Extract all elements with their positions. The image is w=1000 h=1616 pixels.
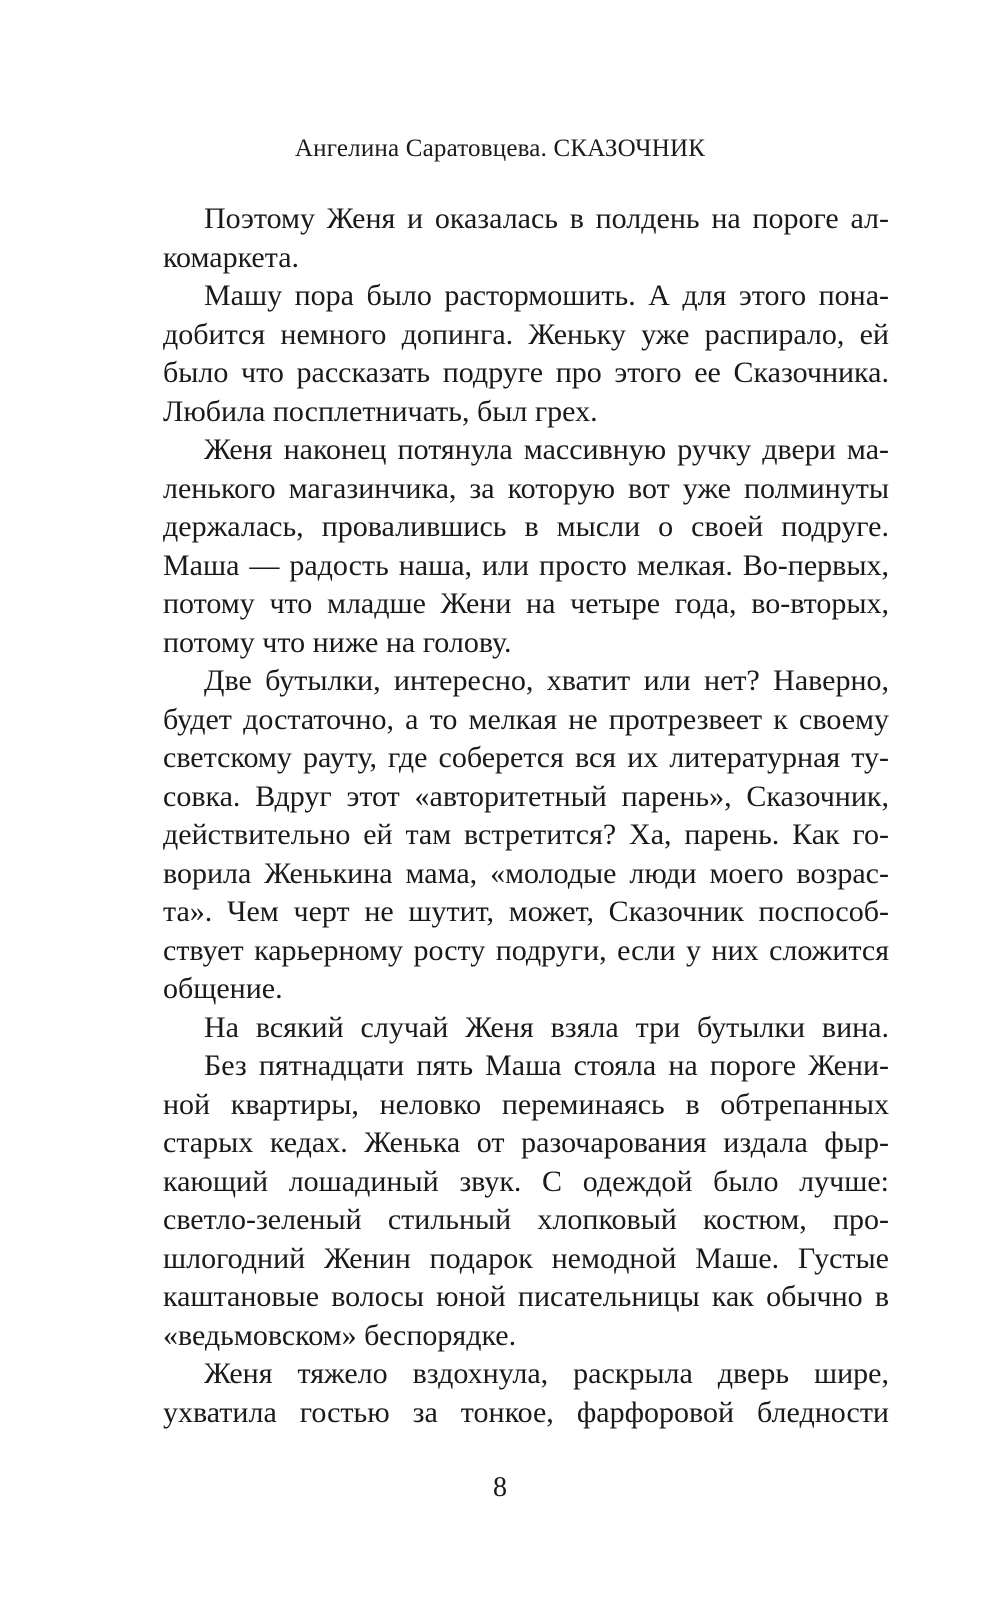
text-line: Две бутылки, интересно, хватит или нет? Наверно, <box>204 664 889 697</box>
paragraph-6 <box>163 1047 889 1355</box>
text-line: ствует карьерному росту подруги, если у них сложится <box>163 933 889 967</box>
text-line: каштановые волосы юной писательницы как обычно в <box>163 1280 889 1313</box>
body-text <box>163 200 889 1432</box>
text-line: кающий лошадиный звук. С одеждой было лучше: <box>163 1164 889 1198</box>
text-line: Женя наконец потянула массивную ручку двери ма- <box>204 433 889 466</box>
text-line: общение. <box>163 972 283 1005</box>
text-line: потому что ниже на голову. <box>163 625 512 659</box>
text-line: Любила посплетничать, был грех. <box>163 394 598 428</box>
text-line: шлогодний Женин подарок немодной Маше. Густые <box>163 1241 889 1275</box>
text-line: «ведьмовском» беспорядке. <box>163 1318 517 1352</box>
text-line: комаркета. <box>163 240 300 274</box>
text-line: было что рассказать подруге про этого ее Сказочника. <box>163 356 889 389</box>
text-line: ной квартиры, неловко переминаясь в обтрепанных <box>163 1087 889 1121</box>
paragraph-7 <box>163 1355 889 1432</box>
text-line: ухватила гостью за тонкое, фарфоровой бледности <box>163 1395 889 1429</box>
paragraph-2 <box>163 277 889 431</box>
text-line: держалась, провалившись в мысли о своей подруге. <box>163 510 889 543</box>
text-line: светло-зеленый стильный хлопковый костюм, про- <box>163 1203 889 1236</box>
text-line: потому что младше Жени на четыре года, во-вторых, <box>163 587 889 620</box>
text-line: Машу пора было растормошить. А для этого пона- <box>204 279 889 312</box>
paragraph-3 <box>163 431 889 662</box>
text-line: совка. Вдруг этот «авторитетный парень», Сказочник, <box>163 779 889 813</box>
paragraph-4 <box>163 662 889 1009</box>
paragraph-1 <box>163 200 889 277</box>
page-number: 8 <box>493 1472 507 1503</box>
text-line: Женя тяжело вздохнула, раскрыла дверь шире, <box>204 1357 889 1390</box>
paragraph-5 <box>163 1009 889 1048</box>
text-line: добится немного допинга. Женьку уже распирало, ей <box>163 317 889 351</box>
text-line: ворила Женькина мама, «молодые люди моего возрас- <box>163 856 889 890</box>
text-line: Маша — радость наша, или просто мелкая. Во-первых, <box>163 548 889 582</box>
text-line: старых кедах. Женька от разочарования издала фыр- <box>163 1126 889 1159</box>
text-line: светскому рауту, где соберется вся их литературная ту- <box>163 741 889 774</box>
running-head: Ангелина Саратовцева. СКАЗОЧНИК <box>294 135 706 162</box>
text-line: Без пятнадцати пять Маша стояла на пороге Жени- <box>204 1049 889 1082</box>
text-line: действительно ей там встретится? Ха, парень. Как го- <box>163 818 889 851</box>
text-line: будет достаточно, а то мелкая не протрезвеет к своему <box>163 702 889 736</box>
text-line: та». Чем черт не шутит, может, Сказочник поспособ- <box>163 895 889 928</box>
text-line: ленького магазинчика, за которую вот уже полминуты <box>163 471 889 505</box>
text-line: Поэтому Женя и оказалась в полдень на пороге ал- <box>204 202 889 235</box>
text-line: На всякий случай Женя взяла три бутылки вина. <box>204 1010 889 1044</box>
